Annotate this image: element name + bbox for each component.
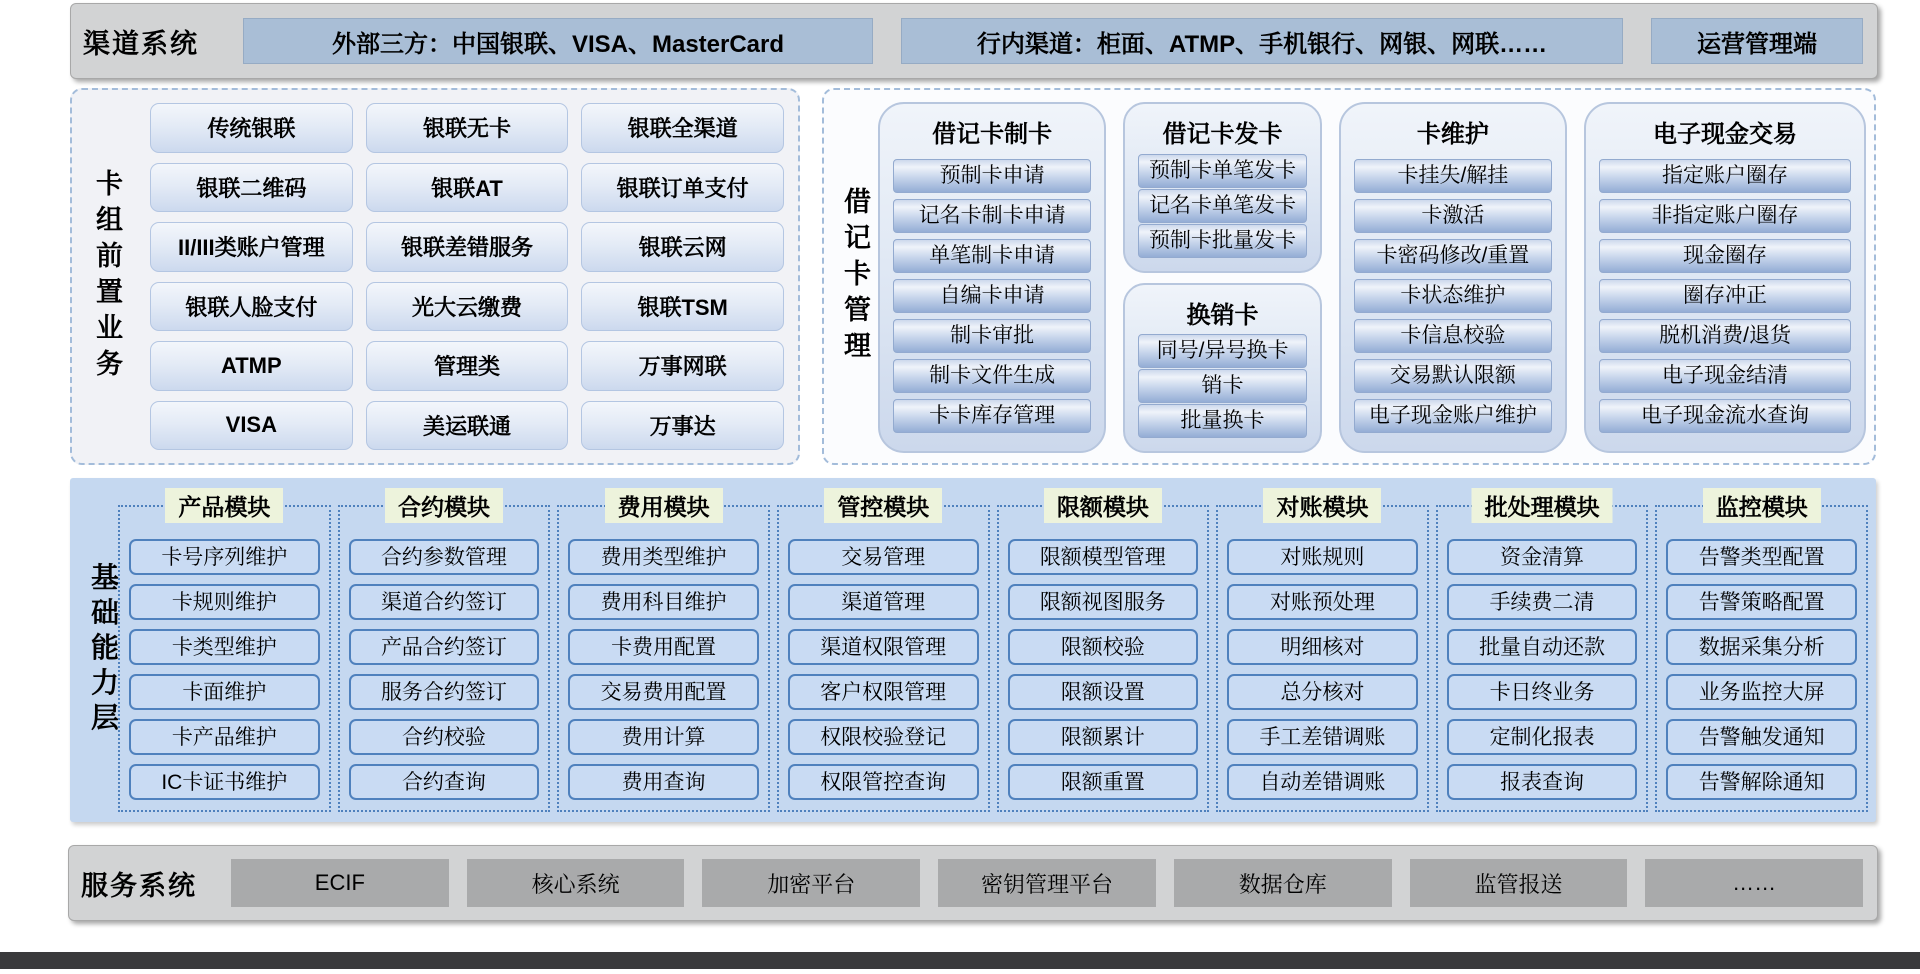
module-contract-item[interactable]: 产品合约签订 bbox=[349, 629, 540, 665]
module-control-item[interactable]: 交易管理 bbox=[788, 539, 979, 575]
card-front-item[interactable]: 银联订单支付 bbox=[581, 163, 784, 213]
module-fee-item[interactable]: 费用查询 bbox=[568, 764, 759, 800]
module-limit bbox=[997, 494, 1210, 812]
card-front-item[interactable]: 光大云缴费 bbox=[366, 282, 569, 332]
module-title: 对账模块 bbox=[1263, 488, 1381, 523]
card-front-item[interactable]: 银联二维码 bbox=[150, 163, 353, 213]
bottom-strip bbox=[0, 952, 1920, 969]
card-replace-cancel-item[interactable]: 销卡 bbox=[1138, 369, 1306, 403]
module-contract-item[interactable]: 渠道合约签订 bbox=[349, 584, 540, 620]
service-system-item[interactable]: 监管报送 bbox=[1410, 859, 1628, 907]
capability-layer bbox=[70, 478, 1876, 822]
card-maintenance-item[interactable]: 卡激活 bbox=[1354, 199, 1552, 233]
module-limit-item[interactable]: 限额重置 bbox=[1008, 764, 1199, 800]
group-title: 电子现金交易 bbox=[1653, 121, 1798, 148]
external-third-party-button[interactable]: 外部三方：中国银联、VISA、MasterCard bbox=[243, 18, 873, 64]
module-product-item[interactable]: 卡规则维护 bbox=[129, 584, 320, 620]
group-card-maintenance bbox=[1339, 102, 1567, 453]
group-title: 换销卡 bbox=[1186, 301, 1259, 329]
ecash-transaction-item[interactable]: 脱机消费/退货 bbox=[1599, 319, 1851, 353]
module-product-item[interactable]: 卡类型维护 bbox=[129, 629, 320, 665]
card-replace-cancel-item[interactable]: 同号/异号换卡 bbox=[1138, 334, 1306, 368]
card-front-label: 卡组前置业务 bbox=[92, 168, 122, 385]
module-batch-item[interactable]: 定制化报表 bbox=[1447, 719, 1638, 755]
group-title: 借记卡发卡 bbox=[1162, 121, 1283, 148]
card-maintenance-item[interactable]: 卡密码修改/重置 bbox=[1354, 239, 1552, 273]
debit-card-label: 借记卡管理 bbox=[840, 186, 870, 367]
module-title: 合约模块 bbox=[385, 488, 503, 523]
debit-card-section bbox=[822, 88, 1876, 465]
module-control-item[interactable]: 客户权限管理 bbox=[788, 674, 979, 710]
module-title: 产品模块 bbox=[165, 488, 283, 523]
card-making-item[interactable]: 预制卡申请 bbox=[893, 159, 1091, 193]
card-issuing-item[interactable]: 预制卡单笔发卡 bbox=[1138, 154, 1306, 188]
card-front-item[interactable]: II/III类账户管理 bbox=[150, 222, 353, 272]
ecash-transaction-item[interactable]: 电子现金结清 bbox=[1599, 359, 1851, 393]
ecash-transaction-item[interactable]: 现金圈存 bbox=[1599, 239, 1851, 273]
card-front-item[interactable]: 万事达 bbox=[581, 401, 784, 451]
module-reconciliation bbox=[1216, 494, 1429, 812]
card-front-item[interactable]: 银联TSM bbox=[581, 282, 784, 332]
capability-layer-label: 基础能力层 bbox=[88, 562, 119, 738]
module-title: 限额模块 bbox=[1044, 488, 1162, 523]
module-reconciliation-item[interactable]: 对账规则 bbox=[1227, 539, 1418, 575]
card-front-item[interactable]: 银联AT bbox=[366, 163, 569, 213]
card-making-item[interactable]: 卡卡库存管理 bbox=[893, 399, 1091, 433]
module-limit-item[interactable]: 限额模型管理 bbox=[1008, 539, 1199, 575]
card-replace-cancel-item[interactable]: 批量换卡 bbox=[1138, 404, 1306, 438]
card-making-item[interactable]: 制卡审批 bbox=[893, 319, 1091, 353]
module-batch-item[interactable]: 报表查询 bbox=[1447, 764, 1638, 800]
module-fee-item[interactable]: 费用科目维护 bbox=[568, 584, 759, 620]
service-system-item[interactable]: …… bbox=[1645, 859, 1863, 907]
ecash-transaction-item[interactable]: 非指定账户圈存 bbox=[1599, 199, 1851, 233]
debit-card-groups bbox=[878, 102, 1866, 453]
service-system-item[interactable]: ECIF bbox=[231, 859, 449, 907]
service-system-item[interactable]: 加密平台 bbox=[702, 859, 920, 907]
module-monitor-item[interactable]: 告警策略配置 bbox=[1666, 584, 1857, 620]
service-system-item[interactable]: 核心系统 bbox=[467, 859, 685, 907]
group-card-issuing bbox=[1123, 102, 1321, 273]
module-monitor-item[interactable]: 告警类型配置 bbox=[1666, 539, 1857, 575]
service-system-item[interactable]: 数据仓库 bbox=[1174, 859, 1392, 907]
module-batch-item[interactable]: 资金清算 bbox=[1447, 539, 1638, 575]
ecash-transaction-item[interactable]: 指定账户圈存 bbox=[1599, 159, 1851, 193]
card-front-item[interactable]: 银联云网 bbox=[581, 222, 784, 272]
service-system-items bbox=[231, 859, 1863, 907]
module-monitor-item[interactable]: 数据采集分析 bbox=[1666, 629, 1857, 665]
card-front-item[interactable]: 管理类 bbox=[366, 341, 569, 391]
capability-modules bbox=[118, 494, 1868, 812]
card-front-item[interactable]: 银联全渠道 bbox=[581, 103, 784, 153]
module-reconciliation-item[interactable]: 自动差错调账 bbox=[1227, 764, 1418, 800]
module-contract-item[interactable]: 合约校验 bbox=[349, 719, 540, 755]
group-card-replace-cancel bbox=[1123, 283, 1321, 454]
card-maintenance-item[interactable]: 卡状态维护 bbox=[1354, 279, 1552, 313]
module-reconciliation-item[interactable]: 对账预处理 bbox=[1227, 584, 1418, 620]
card-front-item[interactable]: 银联人脸支付 bbox=[150, 282, 353, 332]
module-contract-item[interactable]: 合约参数管理 bbox=[349, 539, 540, 575]
card-maintenance-item[interactable]: 电子现金账户维护 bbox=[1354, 399, 1552, 433]
internal-channels-button[interactable]: 行内渠道：柜面、ATMP、手机银行、网银、网联…… bbox=[901, 18, 1623, 64]
module-product bbox=[118, 494, 331, 812]
module-control-item[interactable]: 渠道权限管理 bbox=[788, 629, 979, 665]
card-front-item[interactable]: 美运联通 bbox=[366, 401, 569, 451]
module-contract-item[interactable]: 合约查询 bbox=[349, 764, 540, 800]
module-reconciliation-item[interactable]: 总分核对 bbox=[1227, 674, 1418, 710]
module-product-item[interactable]: 卡产品维护 bbox=[129, 719, 320, 755]
card-issuing-item[interactable]: 记名卡单笔发卡 bbox=[1138, 189, 1306, 223]
module-title: 管控模块 bbox=[824, 488, 942, 523]
ecash-transaction-item[interactable]: 圈存冲正 bbox=[1599, 279, 1851, 313]
module-control-item[interactable]: 权限管控查询 bbox=[788, 764, 979, 800]
module-contract bbox=[338, 494, 551, 812]
card-front-item[interactable]: 银联无卡 bbox=[366, 103, 569, 153]
module-batch-item[interactable]: 手续费二清 bbox=[1447, 584, 1638, 620]
card-front-grid bbox=[150, 103, 784, 450]
group-column-issuing bbox=[1123, 102, 1321, 453]
card-making-item[interactable]: 制卡文件生成 bbox=[893, 359, 1091, 393]
group-title: 卡维护 bbox=[1416, 121, 1489, 148]
group-card-making bbox=[878, 102, 1106, 453]
module-product-item[interactable]: 卡面维护 bbox=[129, 674, 320, 710]
module-limit-item[interactable]: 限额校验 bbox=[1008, 629, 1199, 665]
operations-management-button[interactable]: 运营管理端 bbox=[1651, 18, 1863, 64]
module-monitor-item[interactable]: 告警触发通知 bbox=[1666, 719, 1857, 755]
card-front-item[interactable]: VISA bbox=[150, 401, 353, 451]
module-batch-item[interactable]: 批量自动还款 bbox=[1447, 629, 1638, 665]
card-maintenance-item[interactable]: 卡挂失/解挂 bbox=[1354, 159, 1552, 193]
module-control-item[interactable]: 渠道管理 bbox=[788, 584, 979, 620]
module-reconciliation-item[interactable]: 手工差错调账 bbox=[1227, 719, 1418, 755]
module-title: 费用模块 bbox=[605, 488, 723, 523]
module-monitor bbox=[1655, 494, 1868, 812]
module-batch-item[interactable]: 卡日终业务 bbox=[1447, 674, 1638, 710]
card-making-item[interactable]: 单笔制卡申请 bbox=[893, 239, 1091, 273]
module-title: 批处理模块 bbox=[1472, 488, 1613, 523]
module-monitor-item[interactable]: 业务监控大屏 bbox=[1666, 674, 1857, 710]
card-front-item[interactable]: ATMP bbox=[150, 341, 353, 391]
module-fee-item[interactable]: 交易费用配置 bbox=[568, 674, 759, 710]
service-system-item[interactable]: 密钥管理平台 bbox=[938, 859, 1156, 907]
module-monitor-item[interactable]: 告警解除通知 bbox=[1666, 764, 1857, 800]
channel-system-bar bbox=[70, 3, 1878, 79]
module-fee-item[interactable]: 费用类型维护 bbox=[568, 539, 759, 575]
module-control-item[interactable]: 权限校验登记 bbox=[788, 719, 979, 755]
module-reconciliation-item[interactable]: 明细核对 bbox=[1227, 629, 1418, 665]
module-limit-item[interactable]: 限额视图服务 bbox=[1008, 584, 1199, 620]
card-front-section bbox=[70, 88, 800, 465]
module-fee bbox=[557, 494, 770, 812]
group-ecash-transaction bbox=[1584, 102, 1866, 453]
module-product-item[interactable]: IC卡证书维护 bbox=[129, 764, 320, 800]
service-system-bar bbox=[68, 845, 1878, 921]
card-front-item[interactable]: 万事网联 bbox=[581, 341, 784, 391]
channel-system-label: 渠道系统 bbox=[83, 28, 199, 59]
module-limit-item[interactable]: 限额累计 bbox=[1008, 719, 1199, 755]
group-title: 借记卡制卡 bbox=[932, 121, 1053, 148]
module-control bbox=[777, 494, 990, 812]
module-title: 监控模块 bbox=[1703, 488, 1821, 523]
module-limit-item[interactable]: 限额设置 bbox=[1008, 674, 1199, 710]
card-making-item[interactable]: 记名卡制卡申请 bbox=[893, 199, 1091, 233]
ecash-transaction-item[interactable]: 电子现金流水查询 bbox=[1599, 399, 1851, 433]
card-making-item[interactable]: 自编卡申请 bbox=[893, 279, 1091, 313]
module-product-item[interactable]: 卡号序列维护 bbox=[129, 539, 320, 575]
service-system-label: 服务系统 bbox=[81, 870, 197, 901]
card-issuing-item[interactable]: 预制卡批量发卡 bbox=[1138, 224, 1306, 258]
card-maintenance-item[interactable]: 交易默认限额 bbox=[1354, 359, 1552, 393]
card-front-item[interactable]: 银联差错服务 bbox=[366, 222, 569, 272]
module-batch bbox=[1436, 494, 1649, 812]
module-fee-item[interactable]: 费用计算 bbox=[568, 719, 759, 755]
card-front-item[interactable]: 传统银联 bbox=[150, 103, 353, 153]
module-contract-item[interactable]: 服务合约签订 bbox=[349, 674, 540, 710]
card-maintenance-item[interactable]: 卡信息校验 bbox=[1354, 319, 1552, 353]
module-fee-item[interactable]: 卡费用配置 bbox=[568, 629, 759, 665]
